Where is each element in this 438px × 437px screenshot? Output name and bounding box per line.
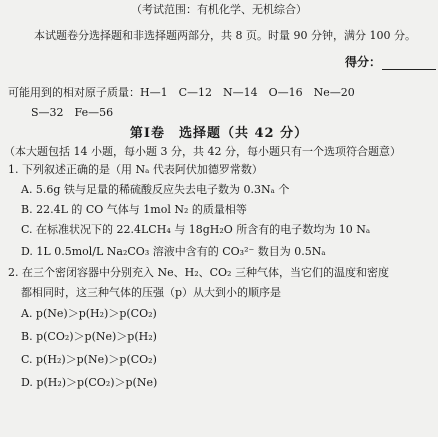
question-2-option-d: D. p(H₂)＞p(CO₂)＞p(Ne) <box>21 376 158 389</box>
question-1-option-a: A. 5.6g 铁与足量的稀硫酸反应失去电子数为 0.3Nₐ 个 <box>21 183 290 196</box>
exam-scope: （考试范围：有机化学、无机综合） <box>131 3 307 16</box>
question-2-option-a: A. p(Ne)＞p(H₂)＞p(CO₂) <box>21 307 157 320</box>
score-blank <box>382 69 436 70</box>
section-title: 第Ⅰ卷 选择题（共 42 分） <box>129 126 309 141</box>
section-instruction: （本大题包括 14 小题，每小题 3 分，共 42 分，每小题只有一个选项符合题意） <box>4 145 401 158</box>
atomic-masses-line-1: 可能用到的相对原子质量：H—1 C—12 N—14 O—16 Ne—20 <box>8 86 355 99</box>
question-1-option-d: D. 1L 0.5mol/L Na₂CO₃ 溶液中含有的 CO₃²⁻ 数目为 0.5Nₐ <box>21 245 326 258</box>
question-1-option-c: C. 在标准状况下的 22.4LCH₄ 与 18gH₂O 所含有的电子数均为 10 Nₐ <box>21 223 371 236</box>
question-2-option-c: C. p(H₂)＞p(Ne)＞p(CO₂) <box>21 353 157 366</box>
question-1-option-b: B. 22.4L 的 CO 气体与 1mol N₂ 的质量相等 <box>21 203 247 216</box>
atomic-masses-line-2: S—32 Fe—56 <box>31 106 114 119</box>
question-2-stem-line-2: 都相同时，这三种气体的压强（p）从大到小的顺序是 <box>21 286 282 299</box>
question-1-stem: 1. 下列叙述正确的是（用 Nₐ 代表阿伏加德罗常数） <box>8 163 263 176</box>
score-label: 得分： <box>345 55 382 69</box>
question-2-option-b: B. p(CO₂)＞p(Ne)＞p(H₂) <box>21 330 157 343</box>
question-2-stem-line-1: 2. 在三个密闭容器中分别充入 Ne、H₂、CO₂ 三种气体，当它们的温度和密度 <box>8 266 389 279</box>
exam-intro: 本试题卷分选择题和非选择题两部分，共 8 页。时量 90 分钟，满分 100 分。 <box>34 29 416 42</box>
